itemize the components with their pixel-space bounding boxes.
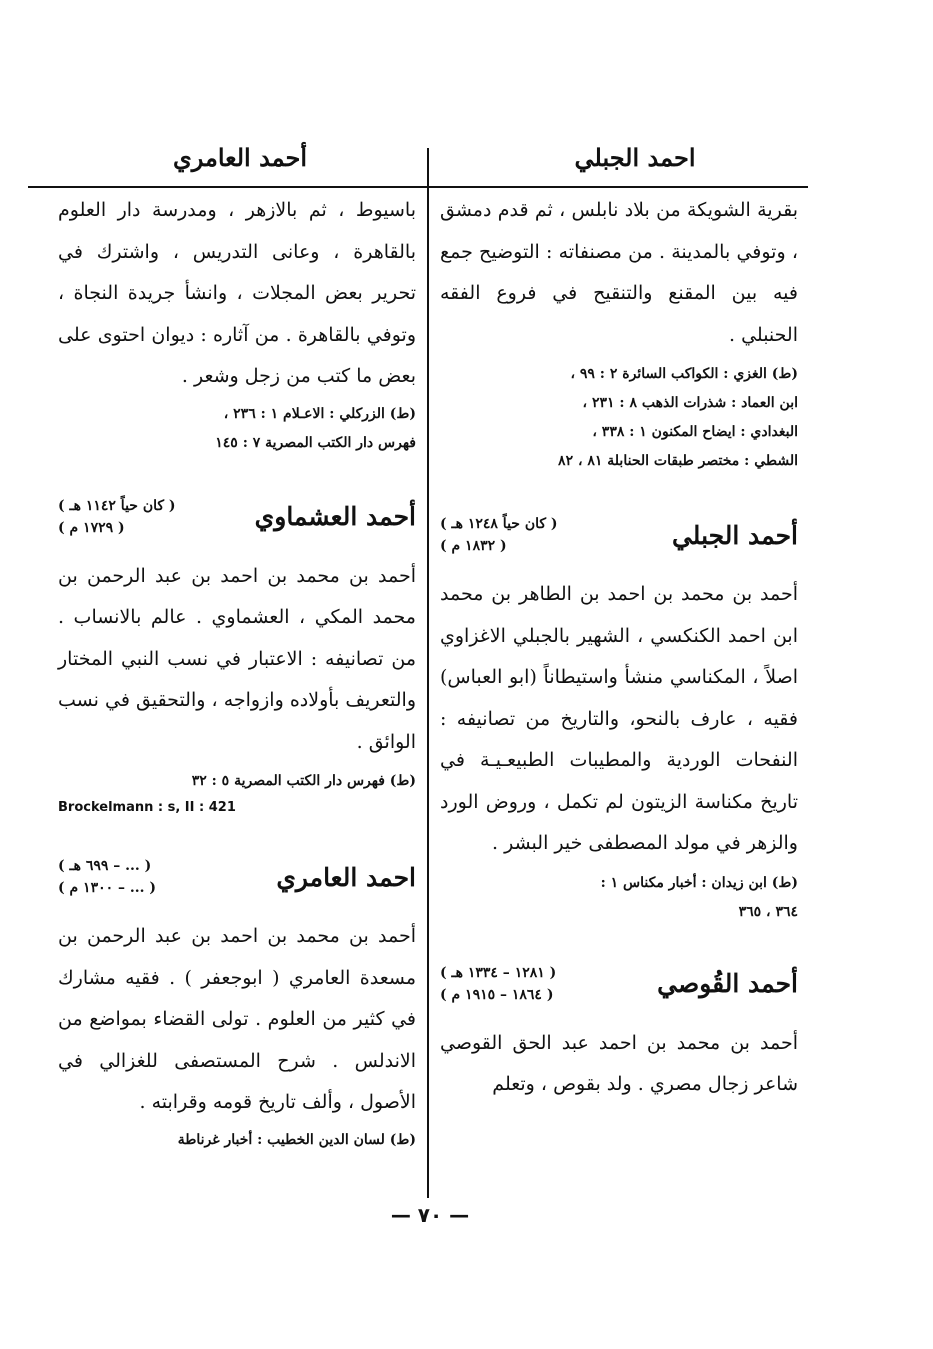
entry-biography: أحمد بن محمد بن احمد بن الطاهر بن محمد ابن احمد الكنكسي ، الشهير بالجبلي الاغزاوي اصلاً ، المكناسي منشأ واستيطاناً (ابو العباس) فقيه ، عارف بالنحو، والتاريخ من تصانيفه : النفحات الوردية والمطيبات الطبيعـيـة في تاريخ مكناسة الزيتون لم تكمل ، وروض الورد والزهر في مولد المصطفى خير البشر .	[440, 583, 798, 854]
date-hijri: ( كان حياً ١٢٤٨ هـ )	[440, 516, 558, 532]
left-running-header: أحمد العامري	[172, 143, 308, 172]
reference-line: (ط) الزركلي : الاعـلام ١ : ٢٣٦ ،	[223, 405, 416, 422]
date-gregorian: ( ١٧٢٩ م )	[58, 519, 125, 536]
entry-heading	[58, 842, 416, 912]
date-hijri: ( كان حياً ١١٤٢ هـ )	[58, 497, 176, 514]
reference-line: الشطي : مختصر طبقات الحنابلة ٨١ ، ٨٢	[558, 453, 798, 469]
entry-name: احمد العامري	[276, 862, 416, 892]
reference-line: (ط) فهرس دار الكتب المصرية ٥ : ٣٢	[191, 773, 416, 789]
entry-heading	[440, 949, 798, 1019]
entry-dates	[440, 962, 556, 1006]
reference-line: ابن العماد : شذرات الذهب ٨ : ٢٣١ ،	[582, 395, 798, 411]
entry-dates	[58, 855, 156, 899]
reference-line: (ط) ابن زيدان : أخبار مكناس ١ :	[600, 874, 798, 891]
entry-references	[58, 1126, 416, 1155]
right-column	[440, 190, 798, 1106]
date-hijri: ( ١٢٨١ – ١٣٣٤ هـ )	[440, 964, 557, 981]
date-gregorian: ( ... – ١٣٠٠ م )	[58, 880, 156, 896]
entry-heading	[58, 482, 416, 552]
reference-line: (ط) لسان الدين الخطيب : أخبار غرناطة	[177, 1131, 416, 1148]
entry-name: أحمد الجبلي	[671, 520, 798, 550]
date-hijri: ( ... – ٦٩٩ هـ )	[58, 858, 152, 874]
date-gregorian: ( ١٨٣٢ م )	[440, 538, 507, 554]
entry-name: أحمد العشماوي	[254, 502, 416, 531]
header-rule	[28, 186, 808, 188]
date-gregorian: ( ١٨٦٤ – ١٩١٥ م )	[440, 986, 554, 1003]
reference-line: فهرس دار الكتب المصرية ٧ : ١٤٥	[215, 434, 416, 451]
entry-dates	[440, 513, 558, 557]
right-running-header: احمد الجبلي	[574, 143, 696, 172]
entry-biography: أحمد بن محمد بن احمد عبد الحق القوصي شاعر زجال مصري . ولد بقوص ، وتعلم	[440, 1031, 798, 1095]
continued-entry-references	[58, 400, 416, 458]
reference-line: ٣٦٤ ، ٣٦٥	[738, 903, 798, 920]
continued-entry-text: باسيوط ، ثم بالازهر ، ومدرسة دار العلوم بالقاهرة ، وعانى التدريس ، واشترك في تحرير بعض المجلات ، وانشأ جريدة النجاة ، وتوفي بالقاهرة . من آثاره : ديوان احتوى على بعض ما كتب من زجل وشعر .	[58, 199, 416, 387]
entry-heading	[440, 500, 798, 570]
left-column	[58, 190, 416, 1155]
reference-line: (ط) الغزي : الكواكب السائرة ٢ : ٩٩ ،	[570, 366, 798, 382]
entry-biography: أحمد بن محمد بن احمد بن عبد الرحمن بن محمد المكي ، العشماوي . عالم بالانساب . من تصانيفه : الاعتبار في نسب النبي المختار والتعريف بأولاده وازواجه ، والتحقيق في نسب الوائق .	[58, 564, 416, 753]
reference-latin: Brockelmann : s, II : 421	[58, 800, 236, 815]
entry-dates	[58, 495, 176, 539]
continued-entry-text: بقرية الشويكة من بلاد نابلس ، ثم قدم دمشق ، وتوفي بالمدينة . من مصنفاته : التوضيح جمع فيه بين المقنع والتنقيح في فروع الفقه الحنبلي .	[440, 199, 798, 346]
reference-line: البغدادي : ايضاح المكنون ١ : ٣٣٨ ،	[592, 424, 798, 440]
entry-name: أحمد القُوصي	[657, 969, 798, 998]
column-divider	[427, 148, 429, 1198]
continued-entry-references	[440, 360, 798, 476]
entry-biography: أحمد بن محمد بن احمد بن عبد الرحمن بن مسعدة العامري ( ابوجعفر ) . فقيه مشارك في كثير من العلوم . تولى القضاء بمواضع من الاندلس . شرح المستصفى للغزالي في الأصول ، وألف تاريخ قومه وقرابته .	[58, 925, 416, 1113]
entry-references	[58, 767, 416, 820]
page-number: — ٧٠ —	[390, 1203, 470, 1227]
entry-references	[440, 869, 798, 927]
